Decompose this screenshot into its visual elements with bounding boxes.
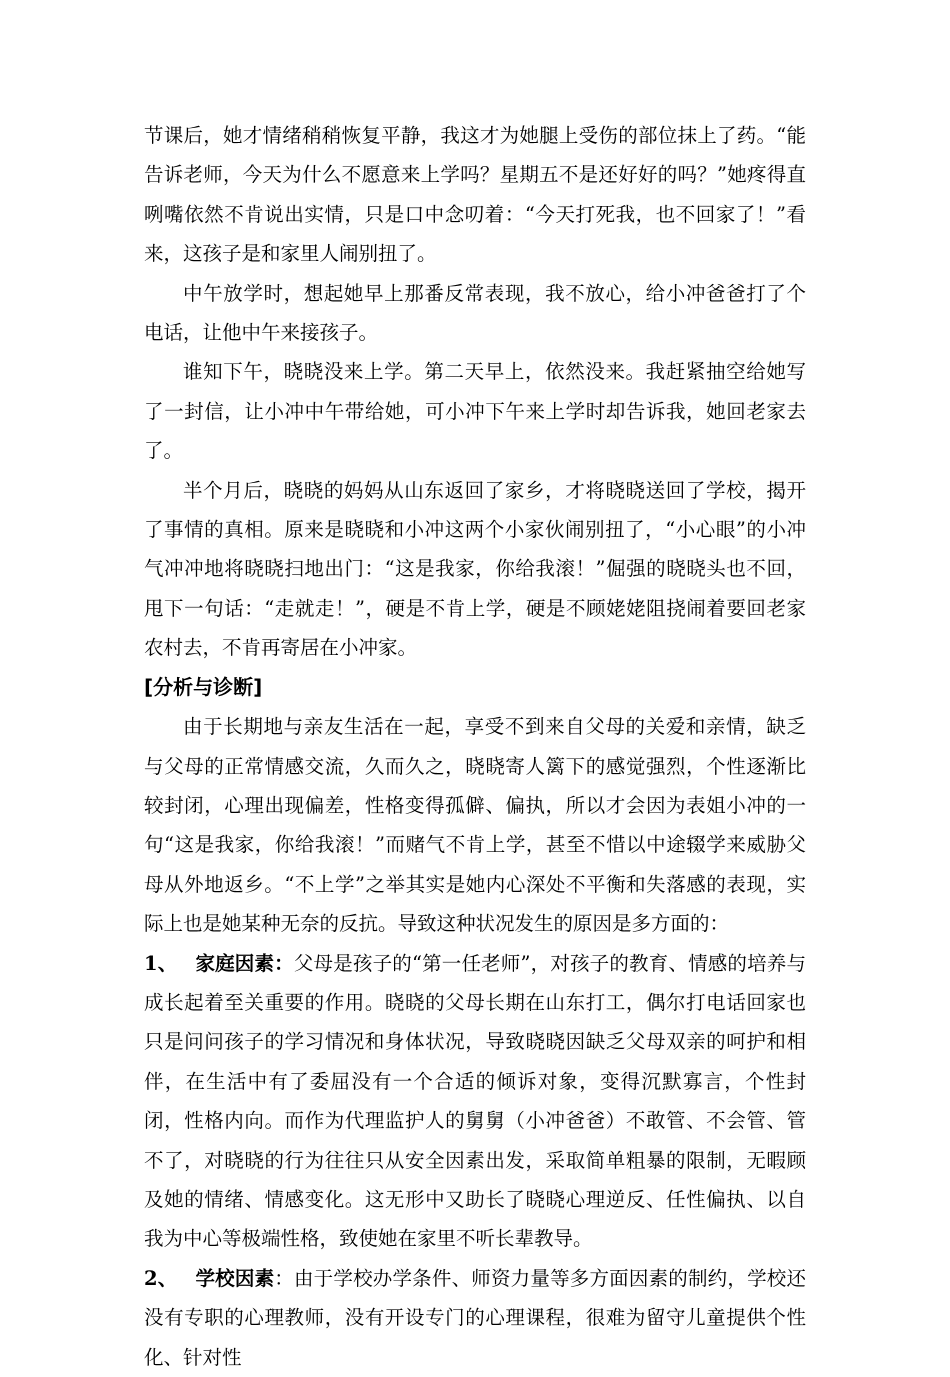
factor-item-school bbox=[144, 1259, 806, 1377]
factor-text: 父母是孩子的“第一任老师”，对孩子的教育、情感的培养与成长起着至关重要的作用。晓晓的父母长期在山东打工，偶尔打电话回家也只是问问孩子的学习情况和身体状况，导致晓晓因缺乏父母双亲的呵护和相伴，在生活中有了委屈没有一个合适的倾诉对象，变得沉默寡言，个性封闭，性格内向。而作为代理监护人的舅舅（小冲爸爸）不敢管、不会管、管不了，对晓晓的行为往往只从安全因素出发，采取简单粗暴的限制，无暇顾及她的情绪、情感变化。这无形中又助长了晓晓心理逆反、任性偏执、以自我为中心等极端性格，致使她在家里不听长辈教导。 bbox=[144, 951, 806, 1251]
factor-colon: ： bbox=[274, 951, 294, 975]
factor-title: 学校因素 bbox=[195, 1266, 275, 1290]
section-heading: [分析与诊断] bbox=[144, 674, 263, 699]
paragraph-absence: 谁知下午，晓晓没来上学。第二天早上，依然没来。我赶紧抽空给她写了一封信，让小冲中午带给她，可小冲下午来上学时却告诉我，她回老家去了。 bbox=[144, 360, 806, 463]
paragraph-truth: 半个月后，晓晓的妈妈从山东返回了家乡，才将晓晓送回了学校，揭开了事情的真相。原来是晓晓和小冲这两个小家伙闹别扭了，“小心眼”的小冲气冲冲地将晓晓扫地出门：“这是我家，你给我滚！”倔强的晓晓头也不回，甩下一句话：“走就走！”，硬是不肯上学，硬是不顾姥姥阻挠闹着要回老家农村去，不肯再寄居在小冲家。 bbox=[144, 478, 806, 660]
factor-title: 家庭因素 bbox=[195, 951, 275, 975]
factor-colon: ： bbox=[274, 1266, 294, 1290]
paragraph-continuation: 节课后，她才情绪稍稍恢复平静，我这才为她腿上受伤的部位抹上了药。“能告诉老师，今天为什么不愿意来上学吗？星期五不是还好好的吗？”她疼得直咧嘴依然不肯说出实情，只是口中念叨着：“今天打死我，也不回家了！”看来，这孩子是和家里人闹别扭了。 bbox=[144, 124, 806, 266]
factor-number: 1、 bbox=[144, 951, 178, 975]
paragraph-analysis-intro: 由于长期地与亲友生活在一起，享受不到来自父母的关爱和亲情，缺乏与父母的正常情感交流，久而久之，晓晓寄人篱下的感觉强烈，个性逐渐比较封闭，心理出现偏差，性格变得孤僻、偏执，所以才会因为表姐小冲的一句“这是我家，你给我滚！”而赌气不肯上学，甚至不惜以中途辍学来威胁父母从外地返乡。“不上学”之举其实是她内心深处不平衡和失落感的表现，实际上也是她某种无奈的反抗。导致这种状况发生的原因是多方面的： bbox=[144, 715, 806, 936]
paragraph-noon-call: 中午放学时，想起她早上那番反常表现，我不放心，给小冲爸爸打了个电话，让他中午来接孩子。 bbox=[144, 281, 806, 345]
document-body bbox=[144, 116, 806, 1377]
factor-text: 由于学校办学条件、师资力量等多方面因素的制约，学校还没有专职的心理教师，没有开设专门的心理课程，很难为留守儿童提供个性化、针对性 bbox=[144, 1266, 806, 1369]
factor-item-family bbox=[144, 944, 806, 1259]
factor-number: 2、 bbox=[144, 1266, 178, 1290]
